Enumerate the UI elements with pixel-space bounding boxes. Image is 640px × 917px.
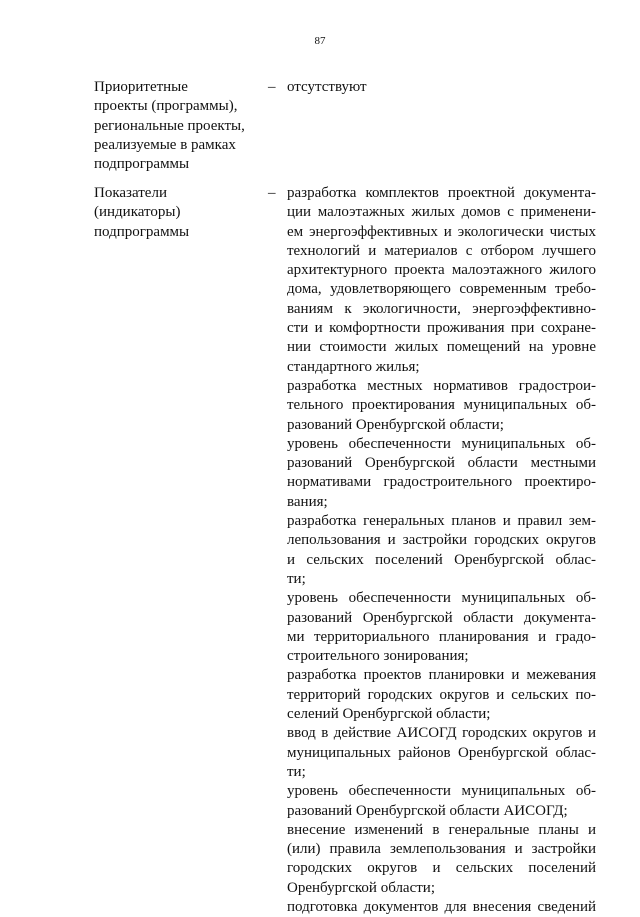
content-line: ти; xyxy=(287,570,306,587)
content-line: дома, удовлетворяющего современным требо- xyxy=(287,281,596,298)
content-line: стандартного жилья; xyxy=(287,358,420,375)
label-line: подпрограммы xyxy=(94,223,190,240)
row-label xyxy=(94,184,274,242)
content-line: (или) правила землепользования и застройки xyxy=(287,841,596,858)
content-line: территорий городских округов и сельских по- xyxy=(287,686,596,703)
content-line: разработка комплектов проектной документа- xyxy=(287,185,596,201)
row-content xyxy=(287,184,596,917)
content-line: сти и комфортности проживания при сохране- xyxy=(287,320,596,337)
content-line: уровень обеспеченности муниципальных об- xyxy=(287,435,596,452)
content-line: разработка местных нормативов градострои- xyxy=(287,377,596,394)
label-line: подпрограммы xyxy=(94,156,190,173)
content-line: и сельских поселений Оренбургской облас- xyxy=(287,551,596,568)
content-line: технологий и материалов с отбором лучшего xyxy=(287,242,596,259)
content-line: ции малоэтажных жилых домов с применени- xyxy=(287,204,596,221)
content-line: вания; xyxy=(287,493,328,510)
content-line: ввод в действие АИСОГД городских округов и xyxy=(287,725,596,742)
content-line: нормативами градостроительного проектиро- xyxy=(287,474,596,491)
content-line: Оренбургской области; xyxy=(287,879,436,896)
content-line: внесение изменений в генеральные планы и xyxy=(287,821,596,838)
content-line: уровень обеспеченности муниципальных об- xyxy=(287,590,596,607)
label-line: Приоритетные xyxy=(94,79,188,95)
content-line: подготовка документов для внесения сведений xyxy=(287,898,596,915)
content-line: селений Оренбургской области; xyxy=(287,706,491,723)
content-line: разработка генеральных планов и правил зем- xyxy=(287,513,596,530)
label-line: проекты (программы), xyxy=(94,98,238,115)
content-line: уровень обеспеченности муниципальных об- xyxy=(287,783,596,800)
page-number: 87 xyxy=(314,35,326,47)
content-line: муниципальных районов Оренбургской облас- xyxy=(287,744,596,761)
content-line: тельного проектирования муниципальных об- xyxy=(287,397,596,414)
label-line: региональные проекты, xyxy=(94,117,245,134)
row-label xyxy=(94,78,274,174)
content-line: разований Оренбургской области АИСОГД; xyxy=(287,802,568,819)
content-line: разработка проектов планировки и межевания xyxy=(287,667,596,684)
content-line: разований Оренбургской области документа- xyxy=(287,609,596,626)
content-line: ваниям к экологичности, энергоэффективно- xyxy=(287,300,596,317)
content-line: городских округов и сельских поселений xyxy=(287,860,596,877)
row-dash: – xyxy=(268,185,276,201)
row-dash: – xyxy=(268,79,276,95)
label-line: реализуемые в рамках xyxy=(94,136,236,153)
content-line: ми территориального планирования и градо- xyxy=(287,628,596,645)
content-line: разований Оренбургской области местными xyxy=(287,455,596,472)
content-line: строительного зонирования; xyxy=(287,648,469,665)
content-line: разований Оренбургской области; xyxy=(287,416,504,433)
label-line: (индикаторы) xyxy=(94,204,181,221)
content-line: ти; xyxy=(287,763,306,780)
content-line: ем энергоэффективных и экологически чистых xyxy=(287,223,596,240)
content-line: нии стоимости жилых помещений на уровне xyxy=(287,339,596,356)
content-line: архитектурного проекта малоэтажного жилого xyxy=(287,262,596,279)
content-line: отсутствуют xyxy=(287,79,367,95)
label-line: Показатели xyxy=(94,185,167,201)
content-line: лепользования и застройки городских округов xyxy=(287,532,596,549)
row-content xyxy=(287,78,596,97)
